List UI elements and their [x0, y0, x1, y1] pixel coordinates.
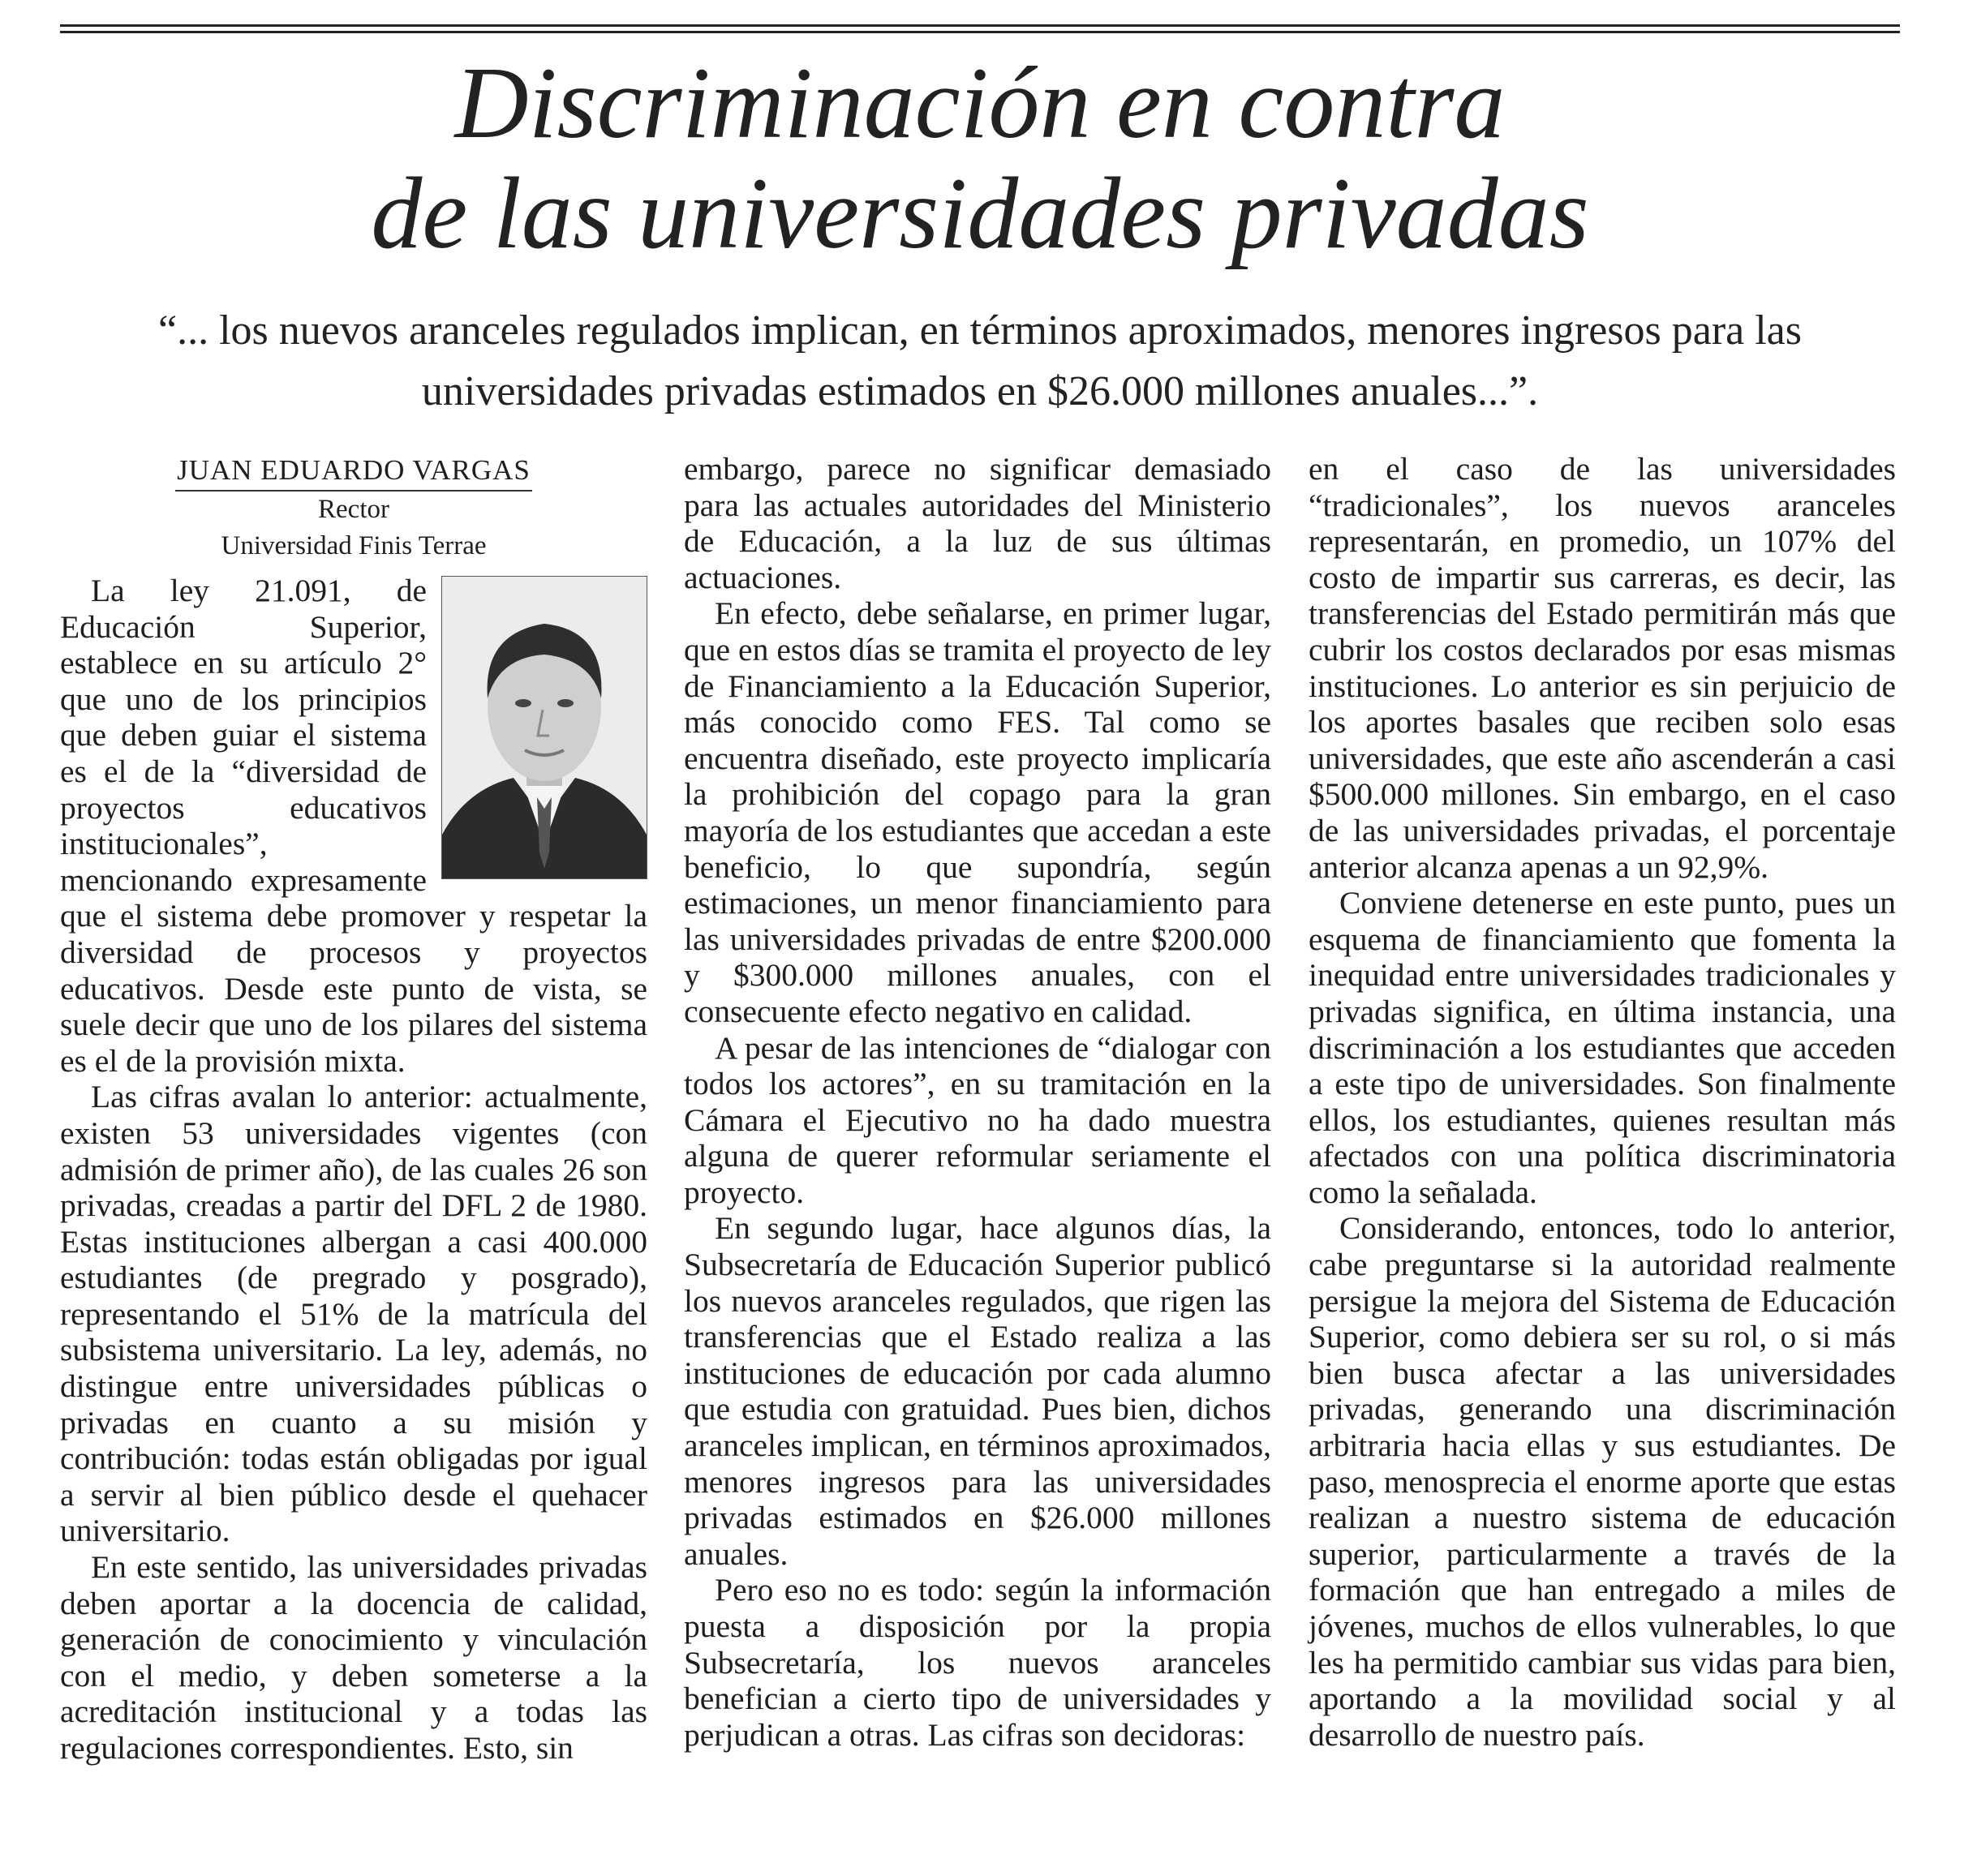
pull-quote: “... los nuevos aranceles regulados implican, en términos aproximados, menores ingresos para las universidades privadas estimados en $26.000 millones anuales...”.	[158, 307, 1802, 414]
paragraph: Conviene detenerse en este punto, pues un esquema de financiamiento que fomenta la inequidad entre universidades tradicionales y privadas significa, en última instancia, una discriminación a los estudiantes que acceden a este tipo de universidades. Son finalmente ellos, los estudiantes, quienes resultan más afectados con una política discriminatoria como la señalada.	[1309, 885, 1896, 1210]
author-institution: Universidad Finis Terrae	[221, 531, 487, 560]
article-column-2	[684, 451, 1271, 1753]
author-portrait-icon	[441, 576, 647, 879]
top-rule-line	[60, 31, 1900, 33]
paragraph: En este sentido, las universidades privadas deben aportar a la docencia de calidad, generación de conocimiento y vinculación con el medio, y deben someterse a la acreditación institucional y a todas las regulaciones correspondientes. Esto, sin	[60, 1549, 647, 1766]
paragraph: En efecto, debe señalarse, en primer lugar, que en estos días se tramita el proyecto de ley de Financiamiento a la Educación Superior, más conocido como FES. Tal como se encuentra diseñado, este proyecto implicaría la prohibición del copago para la gran mayoría de los estudiantes que accedan a este beneficio, lo que supondría, según estimaciones, un menor financiamiento para las universidades privadas de entre $200.000 y $300.000 millones anuales, con el consecuente efecto negativo en calidad.	[684, 595, 1271, 1029]
top-double-rule	[60, 24, 1900, 37]
headline-line-1: Discriminación en contra	[454, 47, 1506, 160]
paragraph: en el caso de las universidades “tradicionales”, los nuevos aranceles representarán, en promedio, un 107% del costo de impartir sus carreras, es decir, las transferencias del Estado permitirán más que cubrir los costos declarados por esas mismas instituciones. Lo anterior es sin perjuicio de los aportes basales que reciben solo esas universidades, que este año ascenderán a casi $500.000 millones. Sin embargo, en el caso de las universidades privadas, el porcentaje anterior alcanza apenas a un 92,9%.	[1309, 451, 1896, 885]
paragraph: Considerando, entonces, todo lo anterior, cabe preguntarse si la autoridad realmente persigue la mejora del Sistema de Educación Superior, como debiera ser su rol, o si más bien busca afectar a las universidades privadas, generando una discriminación arbitraria hacia ellas y sus estudiantes. De paso, menosprecia el enorme aporte que estas realizan a nuestro sistema de educación superior, particularmente a través de la formación que han entregado a miles de jóvenes, muchos de ellos vulnerables, lo que les ha permitido cambiar sus vidas para bien, aportando a la movilidad social y al desarrollo de nuestro país.	[1309, 1210, 1896, 1753]
paragraph: La ley 21.091, de Educación Superior, establece en su artículo 2° que uno de los principios que deben guiar el sistema es el de la “diversidad de proyectos educativos institucionales”, mencionando expresamente que el sistema debe promover y respetar la diversidad de procesos y proyectos educativos. Desde este punto de vista, se suele decir que uno de los pilares del sistema es el de la provisión mixta.	[60, 573, 647, 1079]
paragraph: Pero eso no es todo: según la información puesta a disposición por la propia Subsecretaría, los nuevos aranceles benefician a cierto tipo de universidades y perjudican a otras. Las cifras son decidoras:	[684, 1572, 1271, 1753]
paragraph: A pesar de las intenciones de “dialogar con todos los actores”, en su tramitación en la Cámara el Ejecutivo no ha dado muestra alguna de querer reformular seriamente el proyecto.	[684, 1029, 1271, 1210]
headline-line-2: de las universidades privadas	[371, 157, 1589, 270]
paragraph: embargo, parece no significar demasiado para las actuales autoridades del Ministerio de Educación, a la luz de sus últimas actuaciones.	[684, 451, 1271, 595]
author-name: JUAN EDUARDO VARGAS	[175, 453, 532, 492]
byline	[60, 451, 647, 565]
headline	[60, 49, 1900, 269]
top-rule-line	[60, 24, 1900, 27]
paragraph: Las cifras avalan lo anterior: actualmente, existen 53 universidades vigentes (con admisión de primer año), de las cuales 26 son privadas, creadas a partir del DFL 2 de 1980. Estas instituciones albergan a casi 400.000 estudiantes (de pregrado y posgrado), representando el 51% de la matrícula del subsistema universitario. La ley, además, no distingue entre universidades públicas o privadas en cuanto a su misión y contribución: todas están obligadas por igual a servir al bien público desde el quehacer universitario.	[60, 1079, 647, 1549]
article-column-3	[1309, 451, 1896, 1753]
paragraph: En segundo lugar, hace algunos días, la Subsecretaría de Educación Superior publicó los nuevos aranceles regulados, que rigen las transferencias que el Estado realiza a las instituciones de educación por cada alumno que estudia con gratuidad. Pues bien, dichos aranceles implican, en términos aproximados, menores ingresos para las universidades privadas estimados en $26.000 millones anuales.	[684, 1210, 1271, 1572]
article-column-1	[60, 451, 647, 1767]
author-role: Rector	[318, 495, 389, 524]
